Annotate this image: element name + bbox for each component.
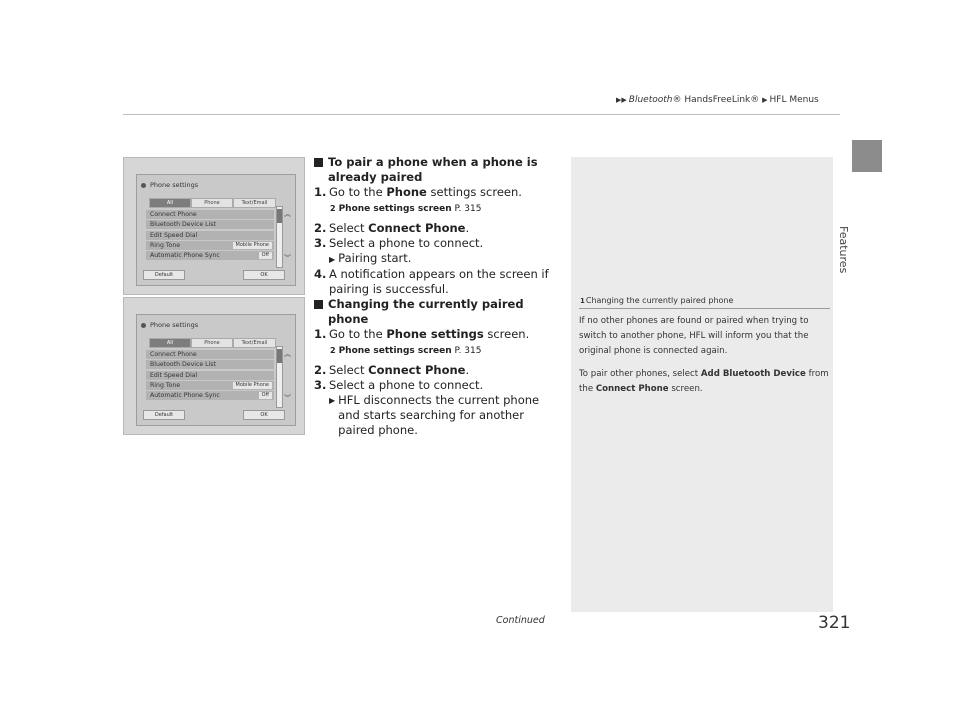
note-paragraph: To pair other phones, select Add Bluetooth Device from the Connect Phone screen. bbox=[579, 369, 829, 394]
note-heading: 1Changing the currently paired phone bbox=[580, 296, 734, 305]
scrollbar-thumb[interactable] bbox=[277, 349, 282, 363]
breadcrumb-bluetooth: Bluetooth bbox=[628, 95, 673, 105]
menu-item-edit-speed-dial[interactable]: Edit Speed Dial bbox=[146, 371, 274, 380]
phone-icon bbox=[141, 183, 146, 188]
phone-sync-value: Off bbox=[259, 252, 272, 259]
menu-item-automatic-phone-sync[interactable]: Automatic Phone Sync Off bbox=[146, 391, 274, 400]
ring-tone-value: Mobile Phone bbox=[233, 242, 272, 249]
breadcrumb-handsfreelink: HandsFreeLink® bbox=[681, 95, 760, 105]
default-button[interactable]: Default bbox=[143, 270, 185, 280]
tab-all[interactable]: All bbox=[149, 198, 191, 208]
breadcrumb-reg-mark: ® bbox=[672, 95, 682, 105]
section-square-icon bbox=[314, 300, 323, 309]
scroll-down-icon[interactable]: ︾ bbox=[284, 394, 291, 402]
page-number: 321 bbox=[818, 613, 851, 633]
chapter-tab bbox=[852, 140, 882, 172]
cross-reference[interactable]: 2 Phone settings screen P. 315 bbox=[330, 346, 482, 356]
ok-button[interactable]: OK bbox=[243, 270, 285, 280]
default-button[interactable]: Default bbox=[143, 410, 185, 420]
note-paragraph: If no other phones are found or paired when trying to switch to another phone, HFL will inform you that the original phone is connected again. bbox=[579, 316, 809, 356]
scrollbar[interactable] bbox=[276, 206, 283, 268]
scrollbar-thumb[interactable] bbox=[277, 209, 282, 223]
instructions bbox=[314, 155, 554, 438]
breadcrumb-hfl-menus: HFL Menus bbox=[769, 95, 819, 105]
screen-title: Phone settings bbox=[141, 181, 198, 189]
phone-settings-screenshot-2 bbox=[123, 297, 305, 435]
step: 1. Go to the Phone settings screen. bbox=[314, 185, 522, 199]
breadcrumb-arrow-icon: ▶▶ bbox=[616, 96, 627, 104]
result-arrow-icon: ▶ bbox=[329, 255, 336, 264]
breadcrumb-arrow-icon: ▶ bbox=[762, 96, 768, 104]
scroll-up-icon[interactable]: ︽ bbox=[284, 350, 291, 358]
menu-item-ring-tone[interactable]: Ring Tone Mobile Phone bbox=[146, 381, 274, 390]
reference-arrow-icon: 2 bbox=[330, 346, 336, 355]
settings-menu bbox=[146, 210, 274, 261]
menu-item-bluetooth-device-list[interactable]: Bluetooth Device List bbox=[146, 360, 274, 369]
menu-item-connect-phone[interactable]: Connect Phone bbox=[146, 210, 274, 219]
step: 4. A notification appears on the screen if pairing is successful. bbox=[314, 267, 549, 296]
screen-tabs bbox=[149, 338, 274, 347]
scroll-up-icon[interactable]: ︽ bbox=[284, 210, 291, 218]
tab-phone[interactable]: Phone bbox=[191, 198, 233, 208]
menu-item-ring-tone[interactable]: Ring Tone Mobile Phone bbox=[146, 241, 274, 250]
section-square-icon bbox=[314, 158, 323, 167]
ok-button[interactable]: OK bbox=[243, 410, 285, 420]
menu-item-bluetooth-device-list[interactable]: Bluetooth Device List bbox=[146, 220, 274, 229]
header-divider bbox=[123, 114, 840, 115]
step: 2. Select Connect Phone. bbox=[314, 221, 470, 235]
step: 1. Go to the Phone settings screen. bbox=[314, 327, 530, 341]
step: 3. Select a phone to connect. ▶ Pairing start. bbox=[314, 236, 484, 265]
phone-settings-screen bbox=[136, 314, 296, 426]
phone-settings-screen bbox=[136, 174, 296, 286]
phone-sync-value: Off bbox=[259, 392, 272, 399]
tab-text-email[interactable]: Text/Email bbox=[233, 338, 276, 348]
section-heading-change-phone: Changing the currently paired phone bbox=[314, 297, 554, 327]
settings-menu bbox=[146, 350, 274, 401]
tab-all[interactable]: All bbox=[149, 338, 191, 348]
breadcrumb bbox=[616, 95, 819, 105]
cross-reference[interactable]: 2 Phone settings screen P. 315 bbox=[330, 204, 482, 214]
ring-tone-value: Mobile Phone bbox=[233, 382, 272, 389]
scrollbar[interactable] bbox=[276, 346, 283, 408]
screen-tabs bbox=[149, 198, 274, 207]
menu-item-edit-speed-dial[interactable]: Edit Speed Dial bbox=[146, 231, 274, 240]
phone-icon bbox=[141, 323, 146, 328]
chapter-tab-label: Features bbox=[837, 226, 850, 274]
section-heading-pair-phone: To pair a phone when a phone is already paired bbox=[314, 155, 554, 185]
tab-phone[interactable]: Phone bbox=[191, 338, 233, 348]
tab-text-email[interactable]: Text/Email bbox=[233, 198, 276, 208]
menu-item-automatic-phone-sync[interactable]: Automatic Phone Sync Off bbox=[146, 251, 274, 260]
step: 3. Select a phone to connect. ▶ HFL disconnects the current phone and starts searching for another paired phone. bbox=[314, 378, 540, 437]
result-arrow-icon: ▶ bbox=[329, 396, 336, 405]
note-body bbox=[579, 314, 829, 397]
step: 2. Select Connect Phone. bbox=[314, 363, 470, 377]
reference-arrow-icon: 2 bbox=[330, 204, 336, 213]
phone-settings-screenshot-1 bbox=[123, 157, 305, 295]
continued-label: Continued bbox=[496, 615, 545, 626]
screen-title: Phone settings bbox=[141, 321, 198, 329]
note-divider bbox=[579, 308, 830, 309]
menu-item-connect-phone[interactable]: Connect Phone bbox=[146, 350, 274, 359]
scroll-down-icon[interactable]: ︾ bbox=[284, 254, 291, 262]
